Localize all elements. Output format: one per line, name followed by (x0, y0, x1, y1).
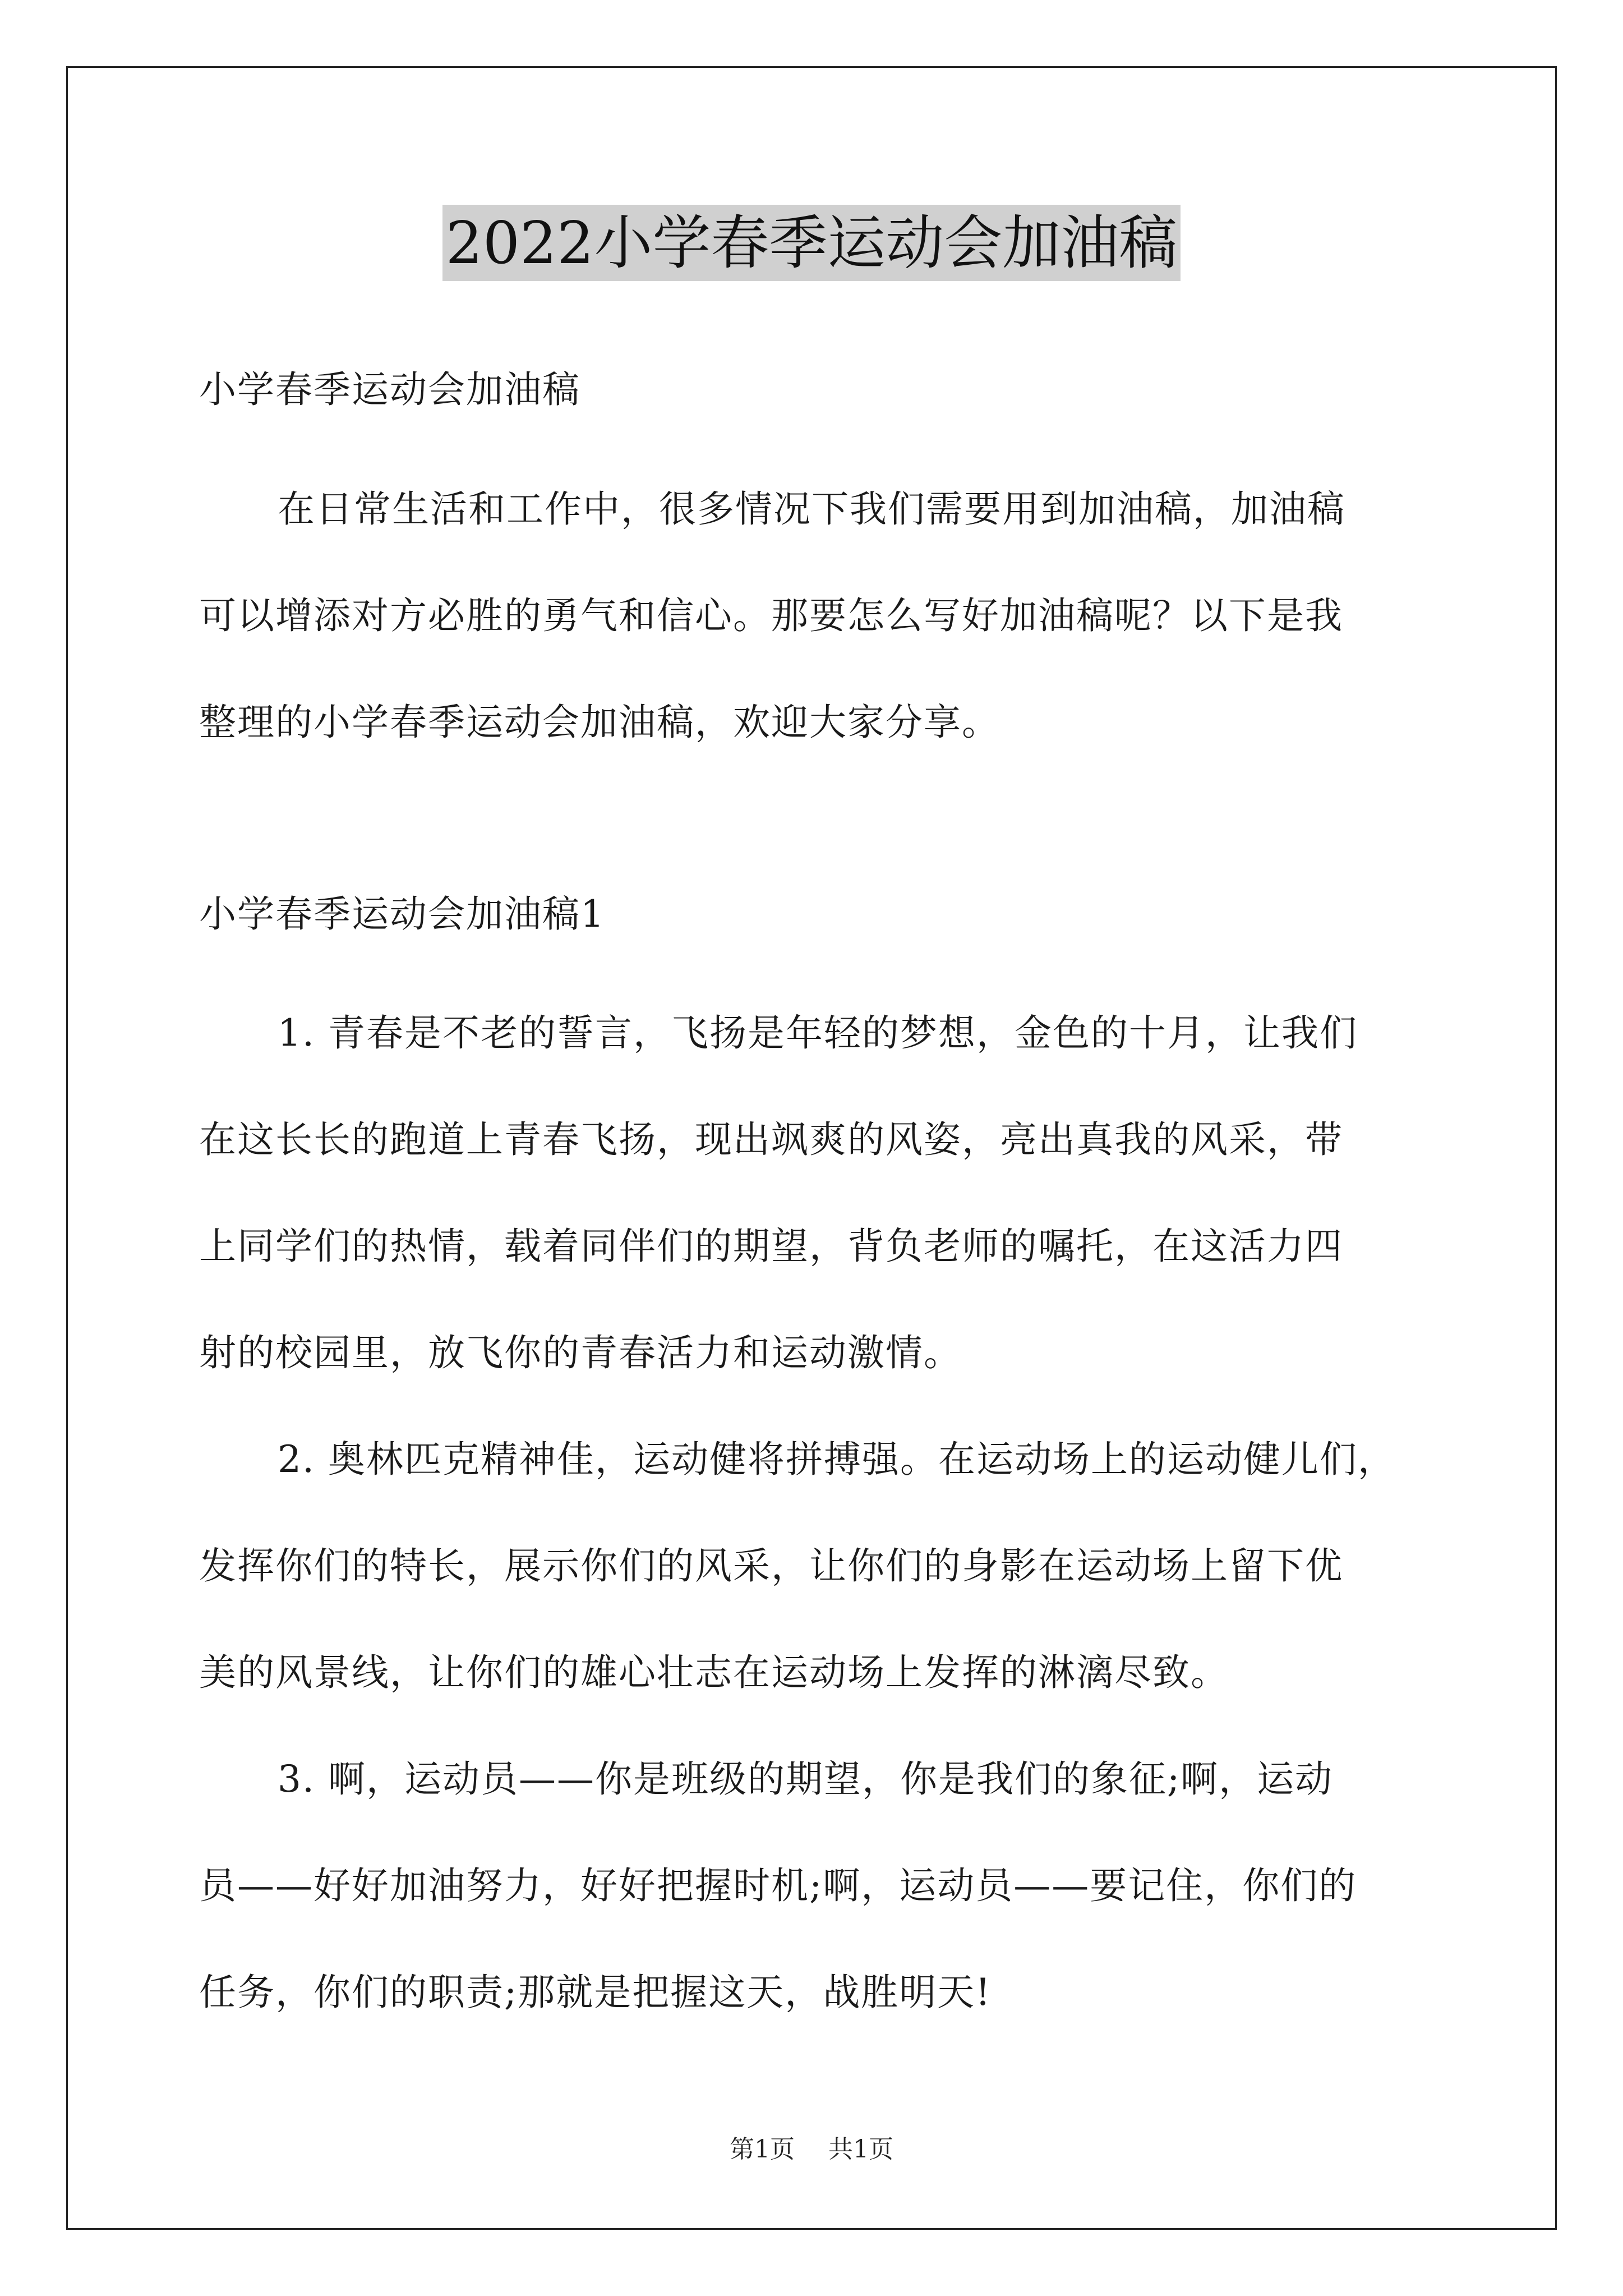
paragraph-line: 1. 青春是不老的誓言，飞扬是年轻的梦想，金色的十月，让我们 (278, 1011, 1358, 1055)
intro-line: 整理的小学春季运动会加油稿，欢迎大家分享。 (199, 701, 1000, 744)
paragraph-1 (199, 980, 1433, 1406)
paragraph-3 (199, 1726, 1433, 2046)
section-heading: 小学春季运动会加油稿1 (199, 892, 605, 936)
page-footer (0, 2129, 1623, 2165)
document-subtitle: 小学春季运动会加油稿 (199, 368, 580, 411)
intro-line: 在日常生活和工作中，很多情况下我们需要用到加油稿，加油稿 (278, 487, 1345, 531)
paragraph-line: 任务，你们的职责;那就是把握这天，战胜明天! (199, 1971, 992, 2014)
page-number-current: 第1页 (730, 2135, 795, 2164)
paragraph-line: 发挥你们的特长，展示你们的风采，让你们的身影在运动场上留下优 (199, 1544, 1343, 1588)
document-title: 2022小学春季运动会加油稿 (442, 205, 1181, 281)
paragraph-line: 美的风景线，让你们的雄心壮志在运动场上发挥的淋漓尽致。 (199, 1651, 1229, 1694)
paragraph-2 (199, 1406, 1433, 1726)
paragraph-line: 在这长长的跑道上青春飞扬，现出飒爽的风姿，亮出真我的风采，带 (199, 1118, 1343, 1161)
title-container (0, 205, 1623, 281)
paragraph-line: 射的校园里，放飞你的青春活力和运动激情。 (199, 1331, 962, 1374)
paragraph-line: 2. 奥林匹克精神佳，运动健将拼搏强。在运动场上的运动健儿们， (278, 1438, 1396, 1481)
paragraph-line: 上同学们的热情，载着同伴们的期望，背负老师的嘱托，在这活力四 (199, 1225, 1343, 1268)
intro-line: 可以增添对方必胜的勇气和信心。那要怎么写好加油稿呢？以下是我 (199, 594, 1343, 637)
paragraph-line: 3. 啊，运动员——你是班级的期望，你是我们的象征;啊，运动 (278, 1757, 1334, 1801)
intro-paragraph (199, 456, 1433, 776)
page-number-total: 共1页 (828, 2135, 893, 2164)
paragraph-line: 员——好好加油努力，好好把握时机;啊，运动员——要记住，你们的 (199, 1864, 1357, 1907)
